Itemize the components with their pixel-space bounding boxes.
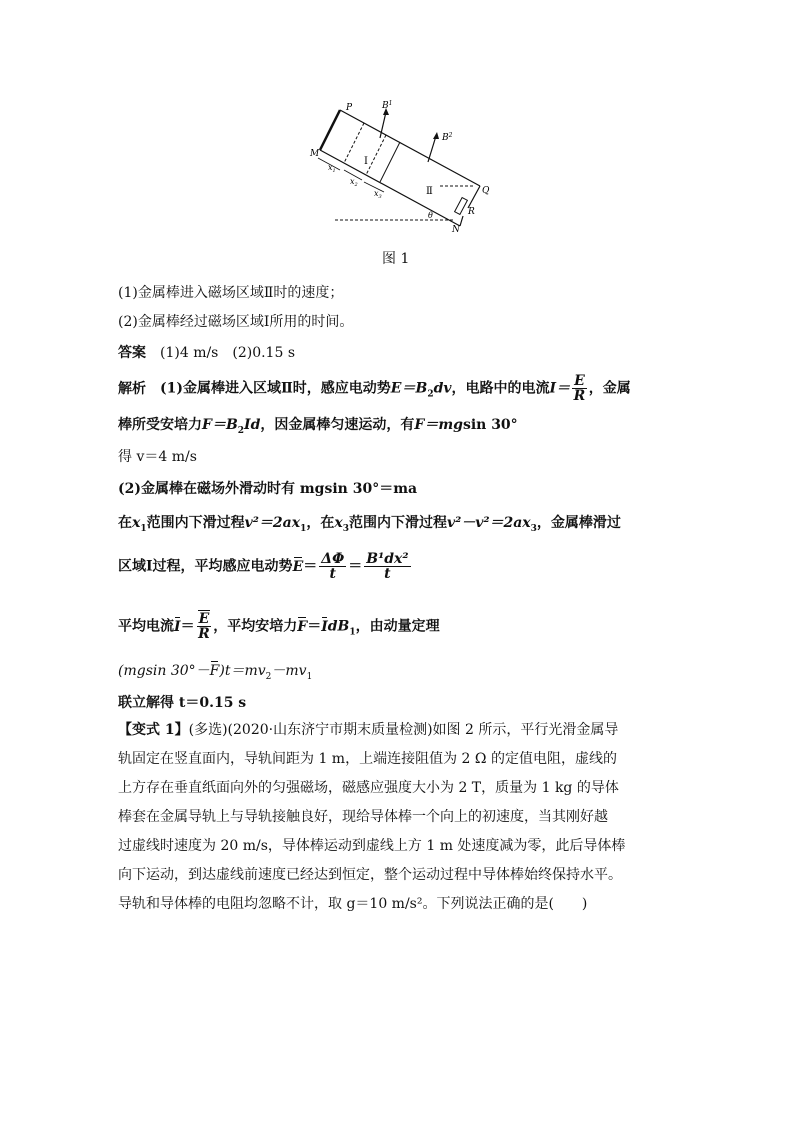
solution-text: ，因金属棒匀速运动，有	[260, 417, 415, 433]
solution-text: ，电路中的电流	[451, 380, 550, 397]
formula: F＝mg	[414, 417, 463, 433]
formula: E＝B	[390, 380, 428, 397]
solution-text: (1)金属棒进入区域Ⅱ时，感应电动势	[160, 380, 391, 397]
formula-sub: 1	[306, 671, 313, 682]
label-R: R	[468, 207, 475, 217]
formula-sub: 3	[342, 523, 349, 534]
question-1: (1)金属棒进入磁场区域Ⅱ时的速度；	[118, 285, 344, 301]
formula: (mgsin 30°－	[118, 663, 210, 679]
fraction: $\frac{E}{R}$	[573, 373, 586, 404]
solution-text: 平均电流	[118, 618, 174, 635]
rail-top	[340, 110, 480, 186]
label-P: P	[346, 103, 353, 113]
formula: ＝	[180, 618, 195, 635]
rail-end	[468, 186, 480, 208]
formula: sin 30°	[462, 417, 518, 433]
formula-sub: 2	[427, 389, 434, 400]
label-region-II: Ⅱ	[426, 186, 433, 197]
region-I-right	[366, 135, 386, 175]
b2-arrow-icon	[428, 136, 436, 162]
region-II-left	[380, 142, 400, 182]
formula: x	[132, 515, 141, 531]
solution-label: 解析	[118, 380, 146, 397]
solution-line-9: 联立解得 t＝0.15 s	[118, 695, 247, 711]
label-B2: $B^2$	[442, 132, 453, 143]
solution-text: ，金属棒滑过	[536, 515, 621, 531]
region-I-left	[344, 123, 364, 163]
solution-text: ，在	[306, 515, 335, 531]
label-x1: $x_1$	[328, 163, 336, 174]
formula-sub: 1	[349, 627, 356, 638]
fraction: $\frac{\text{B¹dx²}}{t}$	[366, 551, 409, 582]
label-M: M	[310, 149, 320, 159]
formula: Id	[244, 417, 261, 433]
variant-tag: 【变式 1】	[118, 722, 189, 738]
formula: v²－v²＝2ax	[446, 515, 531, 531]
label-N: N	[452, 225, 460, 235]
solution-text: 范围内下滑过程	[146, 515, 245, 531]
formula: ＝	[303, 558, 318, 575]
variant-line: 棒套在金属导轨上与导轨接触良好，现给导体棒一个向上的初速度，当其刚好越	[118, 809, 608, 825]
label-region-I: Ⅰ	[364, 156, 368, 167]
formula: v²＝2ax	[244, 515, 301, 531]
variant-line: 轨固定在竖直面内，导轨间距为 1 m，上端连接阻值为 2 Ω 的定值电阻，虚线的	[118, 751, 617, 767]
answer-text: (1)4 m/s (2)0.15 s	[160, 345, 296, 361]
solution-line-5	[118, 512, 621, 534]
formula: x	[334, 515, 343, 531]
resistor-icon	[455, 198, 468, 215]
figure-caption: 图 1	[382, 251, 410, 267]
fraction: $\frac{E}{R}$	[198, 611, 210, 642]
variant-line: 向下运动，到达虚线前速度已经达到恒定，整个运动过程中导体棒始终保持水平。	[118, 867, 622, 883]
solution-text: 范围内下滑过程	[348, 515, 447, 531]
solution-text: ，由动量定理	[355, 618, 440, 635]
solution-line-4: (2)金属棒在磁场外滑动时有 mgsin 30°＝ma	[118, 481, 418, 497]
label-theta: θ	[428, 211, 433, 220]
figure-1-diagram	[300, 98, 500, 238]
variant-line: 上方存在垂直纸面向外的匀强磁场，磁感应强度大小为 2 T，质量为 1 kg 的导体	[118, 780, 619, 796]
solution-text: 在	[118, 515, 132, 531]
formula-mean: I	[321, 618, 328, 635]
solution-line-3: 得 v＝4 m/s	[118, 449, 197, 465]
formula-sub: 2	[265, 671, 272, 682]
formula-sub: 1	[140, 523, 147, 534]
solution-text: ，平均安培力	[213, 618, 298, 635]
formula-sub: 1	[300, 523, 307, 534]
variant-line: 【变式 1】(多选)(2020·山东济宁市期末质量检测)如图 2 所示，平行光滑金属导	[118, 722, 619, 738]
formula: ＝	[348, 558, 363, 575]
formula: dB	[327, 618, 350, 635]
formula: dv	[433, 380, 452, 397]
formula: －mv	[271, 663, 307, 679]
solution-text: 棒所受安培力	[118, 417, 202, 433]
formula: ＝	[307, 618, 322, 635]
variant-line: 过虚线时速度为 20 m/s，导体棒运动到虚线上方 1 m 处速度减为零，此后导体棒	[118, 838, 626, 854]
solution-text: ，金属	[588, 380, 631, 397]
formula-sub: 2	[237, 425, 245, 436]
fraction: $\frac{\Delta\Phi}{t}$	[321, 551, 345, 582]
solution-text: 区域Ⅰ过程，平均感应电动势	[118, 558, 293, 575]
solution-line-7	[118, 612, 440, 641]
formula: F＝B	[202, 417, 238, 433]
question-2: (2)金属棒经过磁场区域Ⅰ所用的时间。	[118, 314, 354, 330]
label-x3: $x_3$	[374, 189, 382, 200]
rail-end-2	[460, 216, 463, 226]
solution-line-8	[118, 660, 312, 682]
formula-mean: E	[292, 558, 304, 575]
variant-line: 导轨和导体棒的电阻均忽略不计，取 g＝10 m/s²。下列说法正确的是( )	[118, 896, 588, 912]
label-B1: $B^1$	[382, 100, 393, 111]
metal-bar	[320, 110, 340, 150]
label-Q: Q	[482, 186, 490, 196]
answer-label: 答案	[118, 345, 146, 361]
formula-mean: F	[297, 618, 308, 635]
formula: )t＝mv	[219, 663, 266, 679]
b2-arrowhead-icon	[433, 132, 439, 139]
solution-line-2	[118, 414, 518, 436]
formula-sub: 3	[530, 523, 537, 534]
formula-mean: F	[209, 663, 220, 679]
answer-line	[118, 342, 295, 362]
solution-line-6	[118, 552, 413, 581]
solution-line-1	[118, 374, 631, 403]
formula: I＝	[549, 380, 571, 397]
formula-mean: I	[174, 618, 181, 635]
label-x2: $x_2$	[350, 177, 358, 188]
variant-paragraph	[118, 716, 678, 919]
